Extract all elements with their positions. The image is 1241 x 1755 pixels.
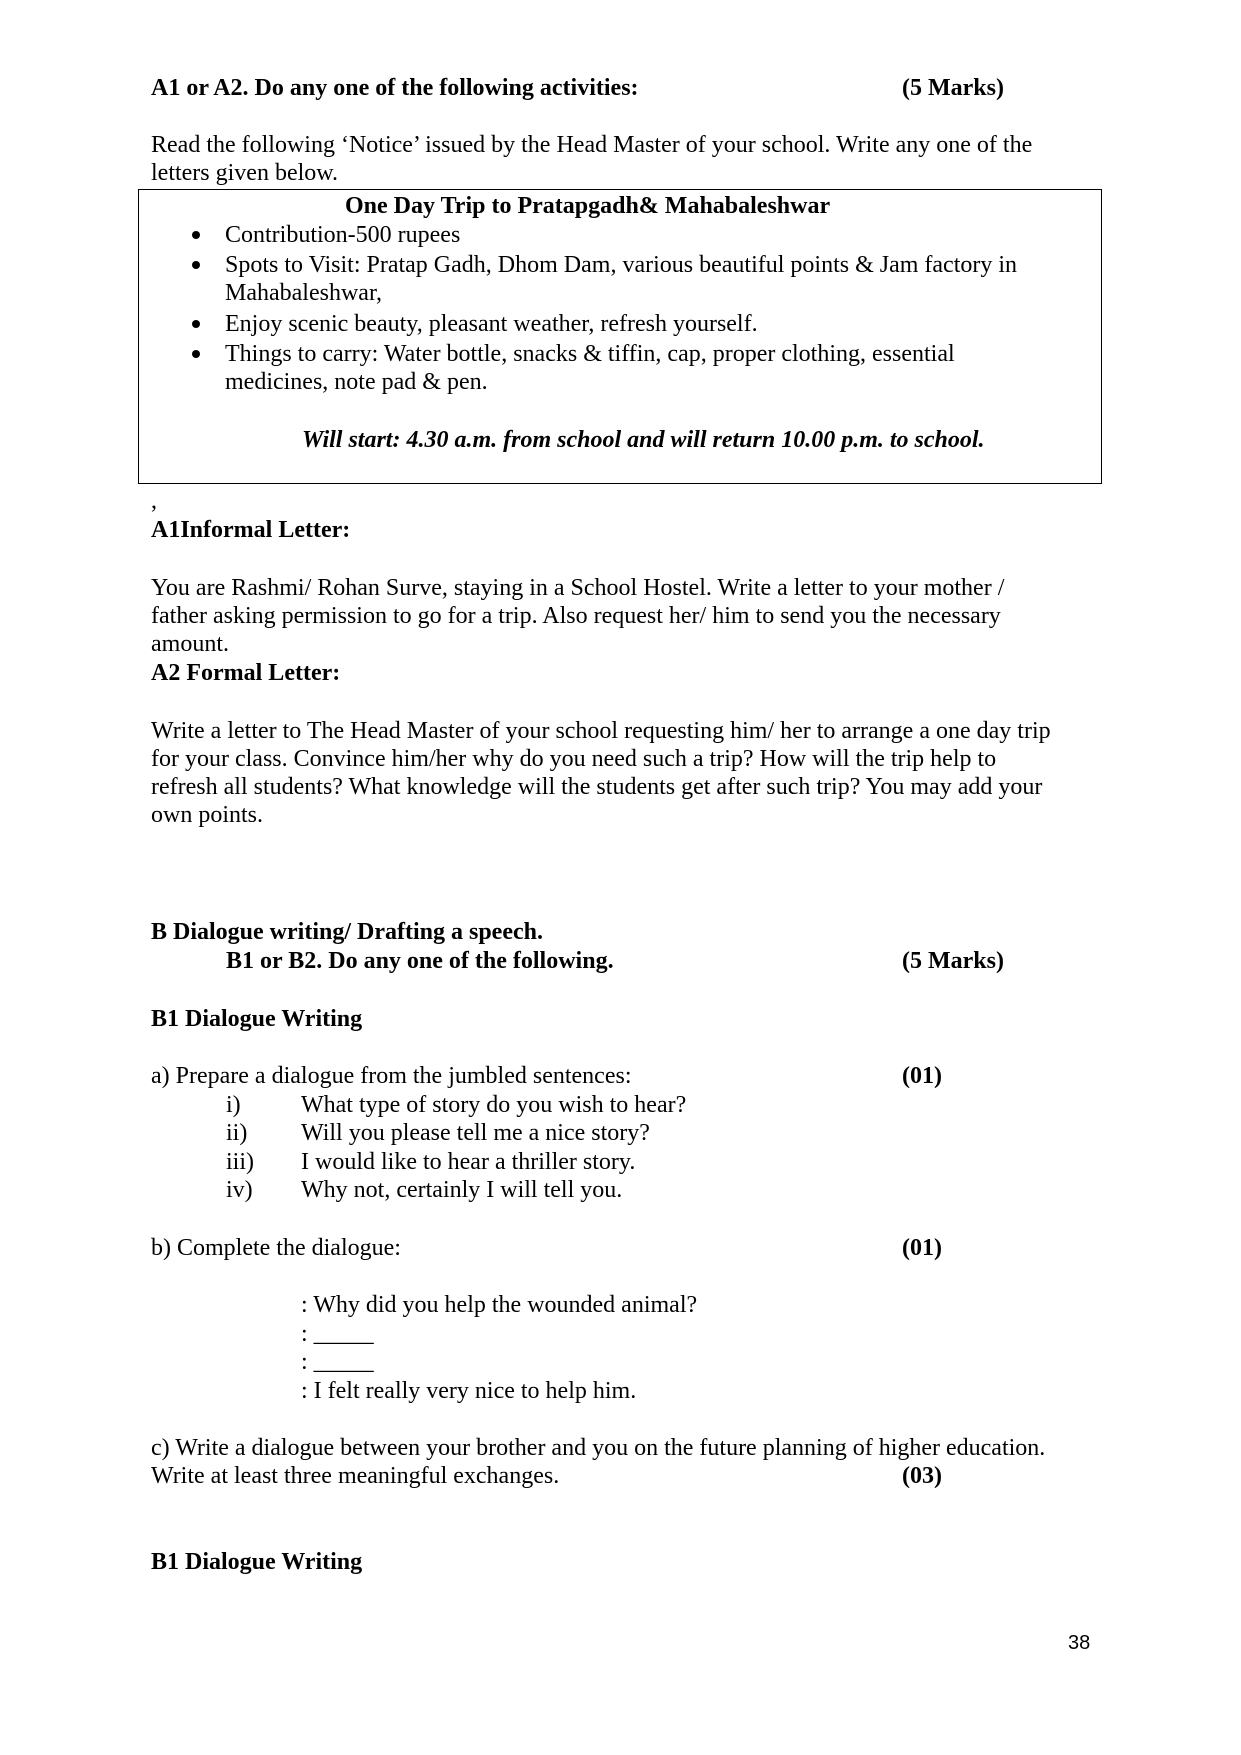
question-c-marks: (03) bbox=[902, 1463, 942, 1489]
section-a-intro-line2: letters given below. bbox=[151, 160, 339, 186]
jumbled-sentence-2: Will you please tell me a nice story? bbox=[301, 1120, 650, 1146]
jumbled-num-3: iii) bbox=[226, 1149, 254, 1175]
question-a-label: a) Prepare a dialogue from the jumbled sentences: bbox=[151, 1063, 632, 1089]
notice-bullet-2-cont: Mahabaleshwar, bbox=[225, 280, 382, 306]
jumbled-sentence-4: Why not, certainly I will tell you. bbox=[301, 1177, 623, 1203]
bullet-icon bbox=[192, 350, 200, 358]
dialogue-line-1: : Why did you help the wounded animal? bbox=[301, 1292, 698, 1318]
a2-line-4: own points. bbox=[151, 802, 264, 828]
a1-line-3: amount. bbox=[151, 631, 229, 657]
a2-line-2: for your class. Convince him/her why do you need such a trip? How will the trip help to bbox=[151, 746, 997, 772]
a2-line-1: Write a letter to The Head Master of your school requesting him/ her to arrange a one day trip bbox=[151, 718, 1051, 744]
question-a-marks: (01) bbox=[902, 1063, 942, 1089]
stray-comma: , bbox=[151, 488, 157, 514]
question-b-marks: (01) bbox=[902, 1235, 942, 1261]
jumbled-sentence-1: What type of story do you wish to hear? bbox=[301, 1092, 687, 1118]
question-c-line2: Write at least three meaningful exchanges. bbox=[151, 1463, 560, 1489]
page-number: 38 bbox=[1068, 1632, 1091, 1654]
a1-line-1: You are Rashmi/ Rohan Surve, staying in a School Hostel. Write a letter to your mother / bbox=[151, 575, 1005, 601]
a2-heading: A2 Formal Letter: bbox=[151, 660, 341, 686]
question-b-label: b) Complete the dialogue: bbox=[151, 1235, 401, 1261]
bullet-icon bbox=[192, 231, 200, 239]
notice-bullet-1: Contribution-500 rupees bbox=[225, 222, 461, 248]
dialogue-line-2: : _____ bbox=[301, 1321, 374, 1347]
section-b-marks: (5 Marks) bbox=[902, 948, 1004, 974]
section-b-heading: B Dialogue writing/ Drafting a speech. bbox=[151, 919, 543, 945]
bottom-heading: B1 Dialogue Writing bbox=[151, 1549, 363, 1575]
a2-line-3: refresh all students? What knowledge will the students get after such trip? You may add your bbox=[151, 774, 1043, 800]
section-b-subheading: B1 or B2. Do any one of the following. bbox=[226, 948, 614, 974]
notice-bullet-3: Enjoy scenic beauty, pleasant weather, refresh yourself. bbox=[225, 311, 758, 337]
a1-line-2: father asking permission to go for a trip. Also request her/ him to send you the necessary bbox=[151, 603, 1001, 629]
notice-bullet-2: Spots to Visit: Pratap Gadh, Dhom Dam, various beautiful points & Jam factory in bbox=[225, 252, 1018, 278]
jumbled-sentence-3: I would like to hear a thriller story. bbox=[301, 1149, 636, 1175]
notice-footer: Will start: 4.30 a.m. from school and will return 10.00 p.m. to school. bbox=[302, 427, 985, 453]
dialogue-line-3: : _____ bbox=[301, 1349, 374, 1375]
jumbled-num-1: i) bbox=[226, 1092, 241, 1118]
notice-bullet-4-cont: medicines, note pad & pen. bbox=[225, 369, 488, 395]
section-a-marks: (5 Marks) bbox=[902, 75, 1004, 101]
notice-bullet-4: Things to carry: Water bottle, snacks & tiffin, cap, proper clothing, essential bbox=[225, 341, 955, 367]
bullet-icon bbox=[192, 261, 200, 269]
question-c-line1: c) Write a dialogue between your brother and you on the future planning of higher education. bbox=[151, 1435, 1046, 1461]
a1-heading: A1Informal Letter: bbox=[151, 517, 351, 543]
jumbled-num-4: iv) bbox=[226, 1177, 253, 1203]
jumbled-num-2: ii) bbox=[226, 1120, 248, 1146]
bullet-icon bbox=[192, 320, 200, 328]
section-a-intro-line1: Read the following ‘Notice’ issued by the Head Master of your school. Write any one of the bbox=[151, 132, 1033, 158]
section-a-heading: A1 or A2. Do any one of the following activities: bbox=[151, 75, 639, 101]
notice-title: One Day Trip to Pratapgadh& Mahabaleshwar bbox=[345, 193, 831, 219]
b1-heading: B1 Dialogue Writing bbox=[151, 1006, 363, 1032]
dialogue-line-4: : I felt really very nice to help him. bbox=[301, 1378, 637, 1404]
